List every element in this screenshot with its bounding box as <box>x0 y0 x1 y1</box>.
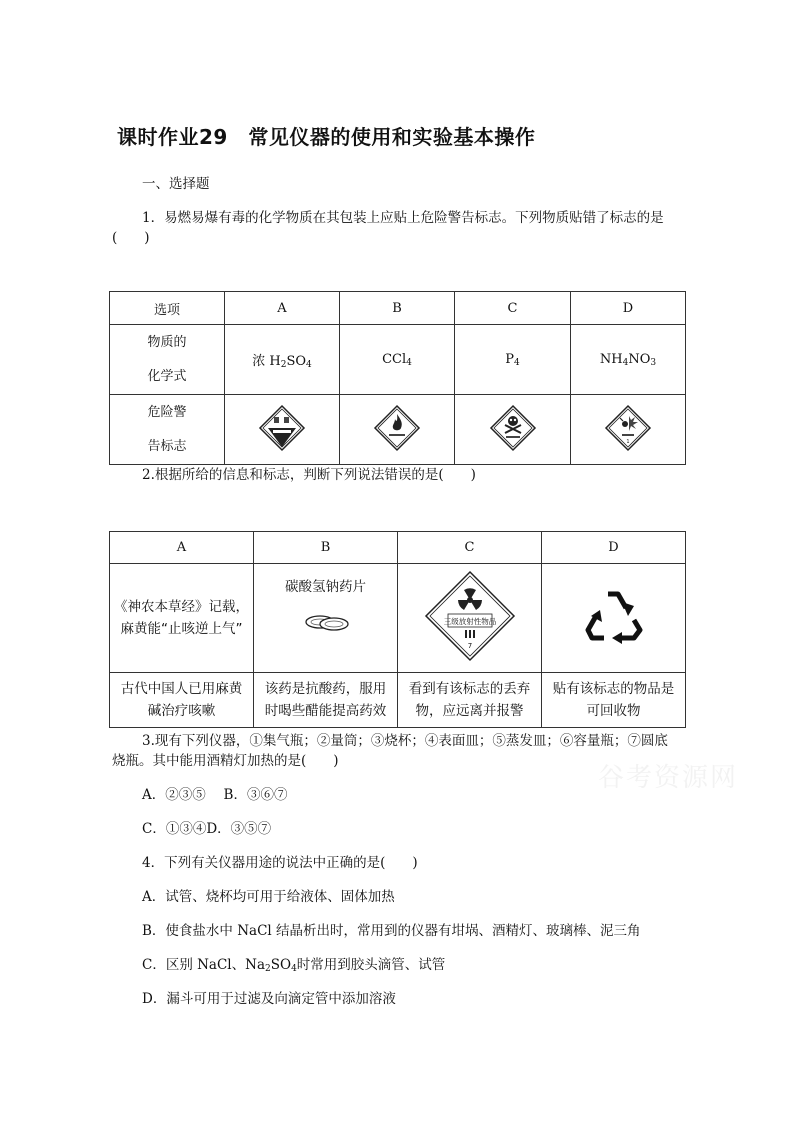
q3-stem-line2: 烧瓶。其中能用酒精灯加热的是( ) <box>112 753 339 769</box>
tablets-icon <box>296 606 356 636</box>
q2-header-cell: B <box>254 532 398 564</box>
q2-header-cell: C <box>398 532 542 564</box>
q1-stem-line1: 1．易燃易爆有毒的化学物质在其包装上应贴上危险警告标志。下列物质贴错了标志的是 <box>142 210 664 226</box>
q4-option-d: D．漏斗可用于过滤及向滴定管中添加溶液 <box>142 991 396 1007</box>
q2-cell-c <box>398 564 542 673</box>
corrosive-sign-icon <box>225 395 340 465</box>
q4-option-b: B．使食盐水中 NaCl 结晶析出时，常用到的仪器有坩埚、酒精灯、玻璃棒、泥三角 <box>142 923 641 939</box>
section-heading: 一、选择题 <box>142 176 210 192</box>
q2-cell-b <box>254 564 398 673</box>
q2-statement-d: 贴有该标志的物品是 可回收物 <box>542 673 686 728</box>
formula-cell-b: CCl$_4$ <box>340 325 455 395</box>
tablet-label: 碳酸氢钠药片 <box>285 578 366 595</box>
q1-header-cell: 选项 <box>110 292 225 325</box>
q2-header-cell: D <box>542 532 686 564</box>
q1-header-cell: D <box>571 292 686 325</box>
q2-statement-b: 该药是抗酸药，服用 时喝些醋能提高药效 <box>254 673 398 728</box>
q4-stem: 4．下列有关仪器用途的说法中正确的是( ) <box>142 855 418 871</box>
q1-sign-row <box>110 395 686 465</box>
q1-formula-row <box>110 325 686 395</box>
q2-statement-c: 看到有该标志的丢弃 物，应远离并报警 <box>398 673 542 728</box>
radioactive-class: 7 <box>467 642 472 650</box>
q2-statement-row <box>110 673 686 728</box>
svg-text:1: 1 <box>626 438 630 445</box>
q2-cell-a-text <box>110 564 254 673</box>
q1-table <box>109 291 686 465</box>
q4-option-c: C．区别 NaCl、$Na_2SO_4$时常用到胶头滴管、试管 <box>142 957 446 974</box>
q2-header-cell: A <box>110 532 254 564</box>
q1-header-cell: A <box>225 292 340 325</box>
label-line: 物质的 <box>147 334 187 350</box>
label-line: 化学式 <box>147 368 187 384</box>
label-line: 危险警 <box>147 404 187 420</box>
q1-row-label <box>110 325 225 395</box>
q3-options-ab: A．②③⑤ B．③⑥⑦ <box>142 787 288 803</box>
poison-sign-icon <box>455 395 571 465</box>
label-line: 告标志 <box>147 438 187 454</box>
q2-table-header-row <box>110 532 686 564</box>
q1-stem-line2: ( ) <box>112 230 150 246</box>
q4-option-a: A．试管、烧杯均可用于给液体、固体加热 <box>142 889 395 905</box>
formula-cell-d: $NH_4NO_3$ <box>571 325 686 395</box>
q1-header-cell: C <box>455 292 571 325</box>
formula-cell-a: 浓 $H_2SO_4$ <box>225 325 340 395</box>
page-title: 课时作业29 常见仪器的使用和实验基本操作 <box>117 125 536 149</box>
q2-image-row <box>110 564 686 673</box>
q2-stem: 2.根据所给的信息和标志，判断下列说法错误的是( ) <box>142 467 476 483</box>
text-line: 麻黄能“止咳逆上气” <box>120 621 243 637</box>
q3-stem-line1: 3.现有下列仪器，①集气瓶；②量筒；③烧杯；④表面皿；⑤蒸发皿；⑥容量瓶；⑦圆底 <box>142 733 668 749</box>
q3-options-cd: C．①③④D．③⑤⑦ <box>142 821 272 837</box>
recycle-icon <box>582 586 646 646</box>
q2-statement-a: 古代中国人已用麻黄 碱治疗咳嗽 <box>110 673 254 728</box>
explosive-sign-icon <box>571 395 686 465</box>
q2-cell-d <box>542 564 686 673</box>
q1-header-cell: B <box>340 292 455 325</box>
radioactive-sign-icon <box>424 570 516 662</box>
q1-row-label <box>110 395 225 465</box>
formula-cell-c: $P_4$ <box>455 325 571 395</box>
text-line: 《神农本草经》记载， <box>114 599 249 615</box>
flammable-sign-icon <box>340 395 455 465</box>
watermark: 谷考资源网 <box>598 763 739 793</box>
radioactive-label: 三级放射性物品 <box>443 617 496 626</box>
q1-table-header-row <box>110 292 686 325</box>
q2-table <box>109 531 686 728</box>
